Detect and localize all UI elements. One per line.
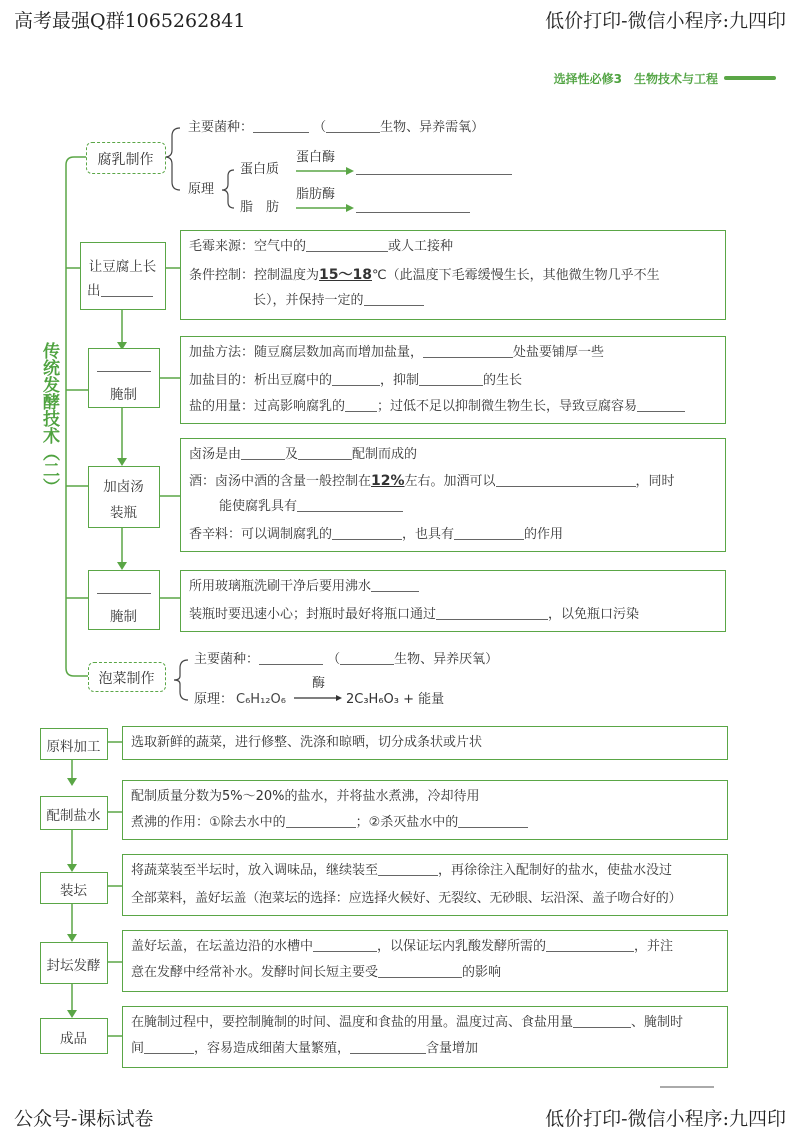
step3-label-box <box>88 466 160 528</box>
blank <box>332 371 380 386</box>
flow-5-l2c: 含量增加 <box>426 1041 479 1056</box>
flow-2-l2b: ；②杀灭盐水中的 <box>355 815 459 830</box>
product: 2C₃H₆O₃ + 能量 <box>346 692 445 707</box>
flow-4-line2 <box>131 963 501 983</box>
step3-l4c: 的作用 <box>524 527 564 542</box>
flow-5-l1a: 在腌制过程中，要控制腌制的时间、温度和食盐的用量。温度过高、食盐用量 <box>131 1015 574 1030</box>
step4-label-box <box>88 570 160 630</box>
flow-label-box-4 <box>40 942 108 984</box>
flow-1-line1: 选取新鲜的蔬菜，进行修整、洗涤和晾晒，切分成条状或片状 <box>131 735 483 750</box>
blank <box>378 963 462 978</box>
protein-label: 蛋白质 <box>240 162 280 177</box>
paren: （ <box>313 120 327 135</box>
blank <box>345 397 377 412</box>
blank <box>546 937 634 952</box>
flow-content-box-5 <box>122 1006 728 1068</box>
step2-label: 腌制 <box>110 387 137 403</box>
step2-l2b: ，抑制 <box>380 373 420 388</box>
footer-right-text: 低价打印-微信小程序:九四印 <box>545 1108 786 1130</box>
step1-label-box <box>80 242 166 310</box>
step4-content-box <box>180 570 726 632</box>
blank <box>419 371 483 386</box>
flow-label-box-3 <box>40 872 108 904</box>
blank <box>458 813 528 828</box>
step2-content-box <box>180 336 726 424</box>
flow-label-box-2 <box>40 796 108 830</box>
step1-l1a: 毛霉来源：空气中的 <box>189 239 307 254</box>
step3-l2a: 酒：卤汤中酒的含量一般控制在 <box>189 474 372 489</box>
temperature-value: 15～18 <box>319 267 372 283</box>
flow-4-l1c: ，并注 <box>634 939 674 954</box>
flow-label-box-5 <box>40 1018 108 1054</box>
flow-5-line1 <box>131 1013 683 1033</box>
flow-content-box-3 <box>122 854 728 916</box>
blank <box>436 605 548 620</box>
flow-content-box-4 <box>122 930 728 992</box>
step4-l2a: 装瓶时要迅速小心；封瓶时最好将瓶口通过 <box>189 607 437 622</box>
blank <box>350 1039 426 1054</box>
footer-left-text: 公众号-课标试卷 <box>14 1108 154 1130</box>
step3-line4 <box>189 525 563 545</box>
flow-2-line2 <box>131 813 528 833</box>
paocai-title: 泡菜制作 <box>98 671 155 687</box>
blank <box>144 1039 194 1054</box>
flow-label-1: 原料加工 <box>46 739 101 755</box>
paren: （ <box>327 652 341 667</box>
step2-line1 <box>189 343 604 363</box>
flow-4-l1b: ，以保证坛内乳酸发酵所需的 <box>377 939 547 954</box>
flow-label-box-1 <box>40 728 108 760</box>
flow-4-l2b: 的影响 <box>462 965 502 980</box>
blank <box>378 861 438 876</box>
step1-label-b <box>87 279 153 299</box>
furu-title: 腐乳制作 <box>97 152 154 168</box>
flow-content-box-2 <box>122 780 728 840</box>
blank <box>356 198 470 213</box>
paocai-strain-line <box>194 650 498 670</box>
step3-line1 <box>189 445 417 465</box>
paocai-strain-label: 主要菌种： <box>194 652 260 667</box>
blank <box>423 343 513 358</box>
flow-5-l2b: ，容易造成细菌大量繁殖， <box>194 1041 351 1056</box>
step1-label-a: 让豆腐上长 <box>88 259 157 275</box>
lipase-label: 脂肪酶 <box>296 187 336 202</box>
step2-l3b: ；过低不足以抑制微生物生长，导致豆腐容易 <box>377 399 638 414</box>
flow-5-line2 <box>131 1039 478 1059</box>
step3-l2c: ，同时 <box>635 474 675 489</box>
footer-divider <box>660 1086 714 1088</box>
flow-label-2: 配制盐水 <box>46 808 101 824</box>
step3-l1b: 及 <box>285 447 299 462</box>
step3-l4b: ，也具有 <box>402 527 455 542</box>
step4-line2 <box>189 605 639 625</box>
step1-content-box <box>180 230 726 320</box>
step3-l4a: 香辛料：可以调制腐乳的 <box>189 527 333 542</box>
step3-label-a: 加卤汤 <box>103 479 144 495</box>
blank <box>573 1013 631 1028</box>
flow-3-line2: 全部菜料，盖好坛盖（泡菜坛的选择：应选择火候好、无裂纹、无砂眼、坛沿深、盖子吻合好的） <box>131 891 682 906</box>
blank <box>297 497 403 512</box>
blank <box>340 650 394 665</box>
blank <box>306 237 388 252</box>
paocai-title-box <box>88 662 166 692</box>
step3-line3 <box>219 497 403 517</box>
flow-label-3: 装坛 <box>60 883 87 899</box>
flow-content-box-1 <box>122 726 728 760</box>
step4-label: 腌制 <box>110 609 137 625</box>
reactant: C₆H₁₂O₆ <box>236 692 286 707</box>
flow-4-l2a: 意在发酵中经常补水。发酵时间长短主要受 <box>131 965 379 980</box>
blank <box>97 579 151 594</box>
flow-5-l1b: 、腌制时 <box>631 1015 684 1030</box>
flow-4-line1 <box>131 937 673 957</box>
blank <box>371 577 419 592</box>
blank <box>637 397 685 412</box>
step1-l1b: 或人工接种 <box>388 239 454 254</box>
flow-2-line1: 配制质量分数为5%～20%的盐水，并将盐水煮沸，冷却待用 <box>131 789 480 804</box>
enzyme-label: 酶 <box>312 676 326 691</box>
step2-l1a: 加盐方法：随豆腐层数加高而增加盐量， <box>189 345 424 360</box>
step1-l2a: 条件控制：控制温度为 <box>189 268 320 283</box>
step2-l2c: 的生长 <box>483 373 523 388</box>
flow-4-l1a: 盖好坛盖，在坛盖边沿的水槽中 <box>131 939 314 954</box>
header-left-text: 高考最强Q群1065262841 <box>14 10 246 32</box>
flow-label-4: 封坛发酵 <box>46 958 101 974</box>
step3-l1c: 配制而成的 <box>352 447 418 462</box>
furu-title-box <box>86 142 166 174</box>
flow-label-5: 成品 <box>60 1031 87 1047</box>
step3-line2 <box>189 471 675 492</box>
flow-2-l2a: 煮沸的作用：①除去水中的 <box>131 815 286 830</box>
blank <box>454 525 524 540</box>
furu-principle-label: 原理 <box>188 182 215 197</box>
step1-line3 <box>253 291 424 311</box>
step1-l2b: ℃（此温度下毛霉缓慢生长，其他微生物几乎不生 <box>371 268 660 283</box>
blank <box>101 282 153 297</box>
blank <box>364 291 424 306</box>
step3-l2b: 左右。加酒可以 <box>404 474 496 489</box>
step3-label-b: 装瓶 <box>110 505 137 521</box>
flow-5-l2a: 间 <box>131 1041 145 1056</box>
blank <box>326 118 380 133</box>
flow-3-line1 <box>131 861 672 881</box>
step1-line2 <box>189 265 660 286</box>
blank <box>97 357 151 372</box>
blank <box>259 650 323 665</box>
blank <box>496 472 636 487</box>
step3-l3a: 能使腐乳具有 <box>219 499 298 514</box>
furu-strain-label: 主要菌种： <box>188 120 254 135</box>
alcohol-percent: 12% <box>371 473 405 489</box>
fat-label: 脂 肪 <box>240 200 280 215</box>
blank <box>286 813 356 828</box>
step4-line1 <box>189 577 419 597</box>
blank <box>241 445 285 460</box>
protease-label: 蛋白酶 <box>296 150 336 165</box>
paocai-strain-suffix: 生物、异养厌氧） <box>394 652 499 667</box>
furu-strain-suffix: 生物、异养需氧） <box>380 120 485 135</box>
step2-l1b: 处盐要铺厚一些 <box>513 345 605 360</box>
step3-content-box <box>180 438 726 552</box>
step2-label-box <box>88 348 160 408</box>
step1-label-b-text: 出 <box>87 283 101 299</box>
paocai-principle-label: 原理： <box>194 692 234 707</box>
step1-line1 <box>189 237 453 257</box>
step1-l3a: 长），并保持一定的 <box>253 293 364 308</box>
flow-3-l1a: 将蔬菜装至半坛时，放入调味品，继续装至 <box>131 863 379 878</box>
section-title: 选择性必修3 生物技术与工程 <box>553 72 718 86</box>
header-right-text: 低价打印-微信小程序:九四印 <box>545 10 786 32</box>
blank <box>253 118 309 133</box>
blank <box>298 445 352 460</box>
step2-l3a: 盐的用量：过高影响腐乳的 <box>189 399 346 414</box>
blank <box>356 160 512 175</box>
step2-line3 <box>189 397 685 417</box>
step3-l1a: 卤汤是由 <box>189 447 242 462</box>
furu-strain-line <box>188 118 484 138</box>
step4-l1a: 所用玻璃瓶洗刷干净后要用沸水 <box>189 579 372 594</box>
step2-line2 <box>189 371 522 391</box>
flow-3-l1b: ，再徐徐注入配制好的盐水，使盐水没过 <box>438 863 673 878</box>
step2-l2a: 加盐目的：析出豆腐中的 <box>189 373 333 388</box>
blank <box>332 525 402 540</box>
step4-l2b: ，以免瓶口污染 <box>548 607 640 622</box>
side-title: 传统发酵技术（二） <box>39 342 59 495</box>
blank <box>313 937 377 952</box>
